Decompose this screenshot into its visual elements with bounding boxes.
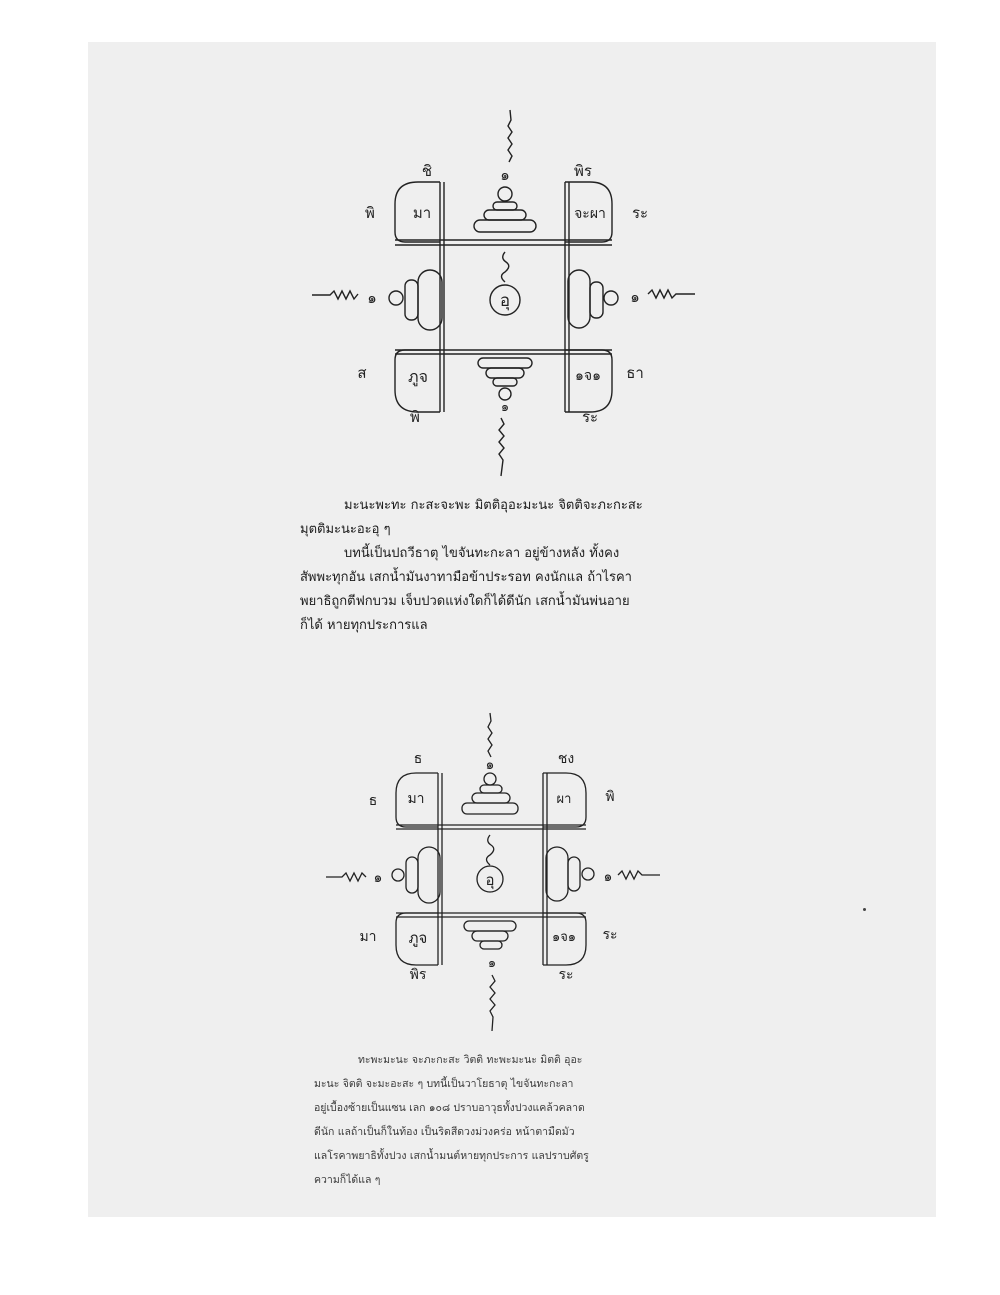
corner-br-side: ระ (602, 927, 618, 943)
corner-tr-inner: จะผา (574, 206, 606, 222)
corner-tl-side: พิ (365, 204, 375, 222)
verse-line: แลโรคาพยาธิทั้งปวง เสกน้ำมนต์หายทุกประการ แลปราบศัตรู (314, 1150, 589, 1162)
verse-line: ดีนัก แลถ้าเป็นก็ในท้อง เป็นริดสีดวงม่วงคร่อ หน้าตามืดมัว (314, 1126, 575, 1138)
corner-bl-below: พิ (410, 408, 420, 426)
verse-block-top (300, 494, 643, 638)
left-arm-numeral: ๑ (367, 289, 377, 307)
corner-br-below: ระ (581, 408, 599, 426)
verse-block-bottom (314, 1048, 589, 1192)
left-arm-numeral: ๑ (373, 870, 383, 886)
pole-top-numeral: ๑ (485, 757, 495, 773)
pole-bottom-numeral: ๑ (487, 956, 497, 971)
verse-line: ความก็ได้แล ๆ (314, 1174, 381, 1186)
yantra-diagram-bottom (318, 705, 678, 1040)
verse-line: บทนี้เป็นปถวีธาตุ ไขจันทะกะลา อยู่ข้างหลัง ทั้งคง (344, 546, 620, 561)
right-arm-numeral: ๑ (603, 869, 613, 885)
verse-line: ก็ได้ หายทุกประการแล (300, 618, 428, 633)
center-syllable: อุ (485, 871, 495, 889)
corner-tr-above: พิร (574, 162, 592, 180)
corner-bl-side: ส (357, 364, 367, 382)
corner-br-side: ธา (626, 364, 644, 382)
corner-tl-inner: มา (412, 204, 432, 222)
verse-line: พยาธิถูกตีฟกบวม เจ็บปวดแห่งใดก็ได้ดีนัก เสกน้ำมันพ่นอาย (300, 594, 630, 609)
pole-bottom-numeral: ๑ (500, 400, 510, 415)
corner-bl-inner: ภูจ (408, 929, 428, 947)
verse-line: มะนะ จิตติ จะมะอะสะ ๆ บทนี้เป็นวาโยธาตุ ไขจันทะกะลา (314, 1078, 574, 1090)
verse-line: อยู่เบื้องซ้ายเป็นแซน เลก ๑๐๘ ปราบอาวุธทั้งปวงแคล้วคลาด (314, 1102, 585, 1114)
corner-tr-above: ชง (557, 751, 575, 767)
scan-speck (863, 908, 866, 911)
corner-bl-inner: ภูจ (408, 367, 428, 386)
right-arm-numeral: ๑ (630, 288, 640, 306)
center-syllable: อุ (499, 291, 511, 311)
corner-br-inner: ๑จ๑ (575, 368, 601, 384)
corner-tr-inner: ผา (556, 792, 572, 807)
corner-tl-above: ชิ (421, 162, 433, 180)
corner-br-inner: ๑จ๑ (551, 930, 577, 945)
verse-line: สัพพะทุกอัน เสกน้ำมันงาทามือข้าประรอท คงนักแล ถ้าไรคา (300, 570, 632, 585)
verse-line: มะนะพะทะ กะสะจะพะ มิตติอุอะมะนะ จิตติจะภะกะสะ (344, 498, 643, 513)
corner-bl-side: มา (359, 929, 377, 945)
corner-br-below: ระ (558, 967, 574, 983)
corner-bl-below: พิร (409, 967, 427, 983)
pole-top-numeral: ๑ (500, 166, 510, 184)
verse-line: มุตติมะนะอะอุ ๆ (300, 522, 391, 537)
corner-tl-inner: มา (407, 791, 425, 807)
corner-tl-above: ธ (413, 751, 423, 767)
verse-line: ทะพะมะนะ จะภะกะสะ วิตติ ทะพะมะนะ มิตติ อุอะ (358, 1054, 583, 1066)
yantra-diagram-top (300, 100, 720, 485)
corner-tr-side: ระ (631, 204, 649, 222)
corner-tr-side: พิ (605, 789, 615, 805)
corner-tl-side: ธ (368, 793, 378, 809)
